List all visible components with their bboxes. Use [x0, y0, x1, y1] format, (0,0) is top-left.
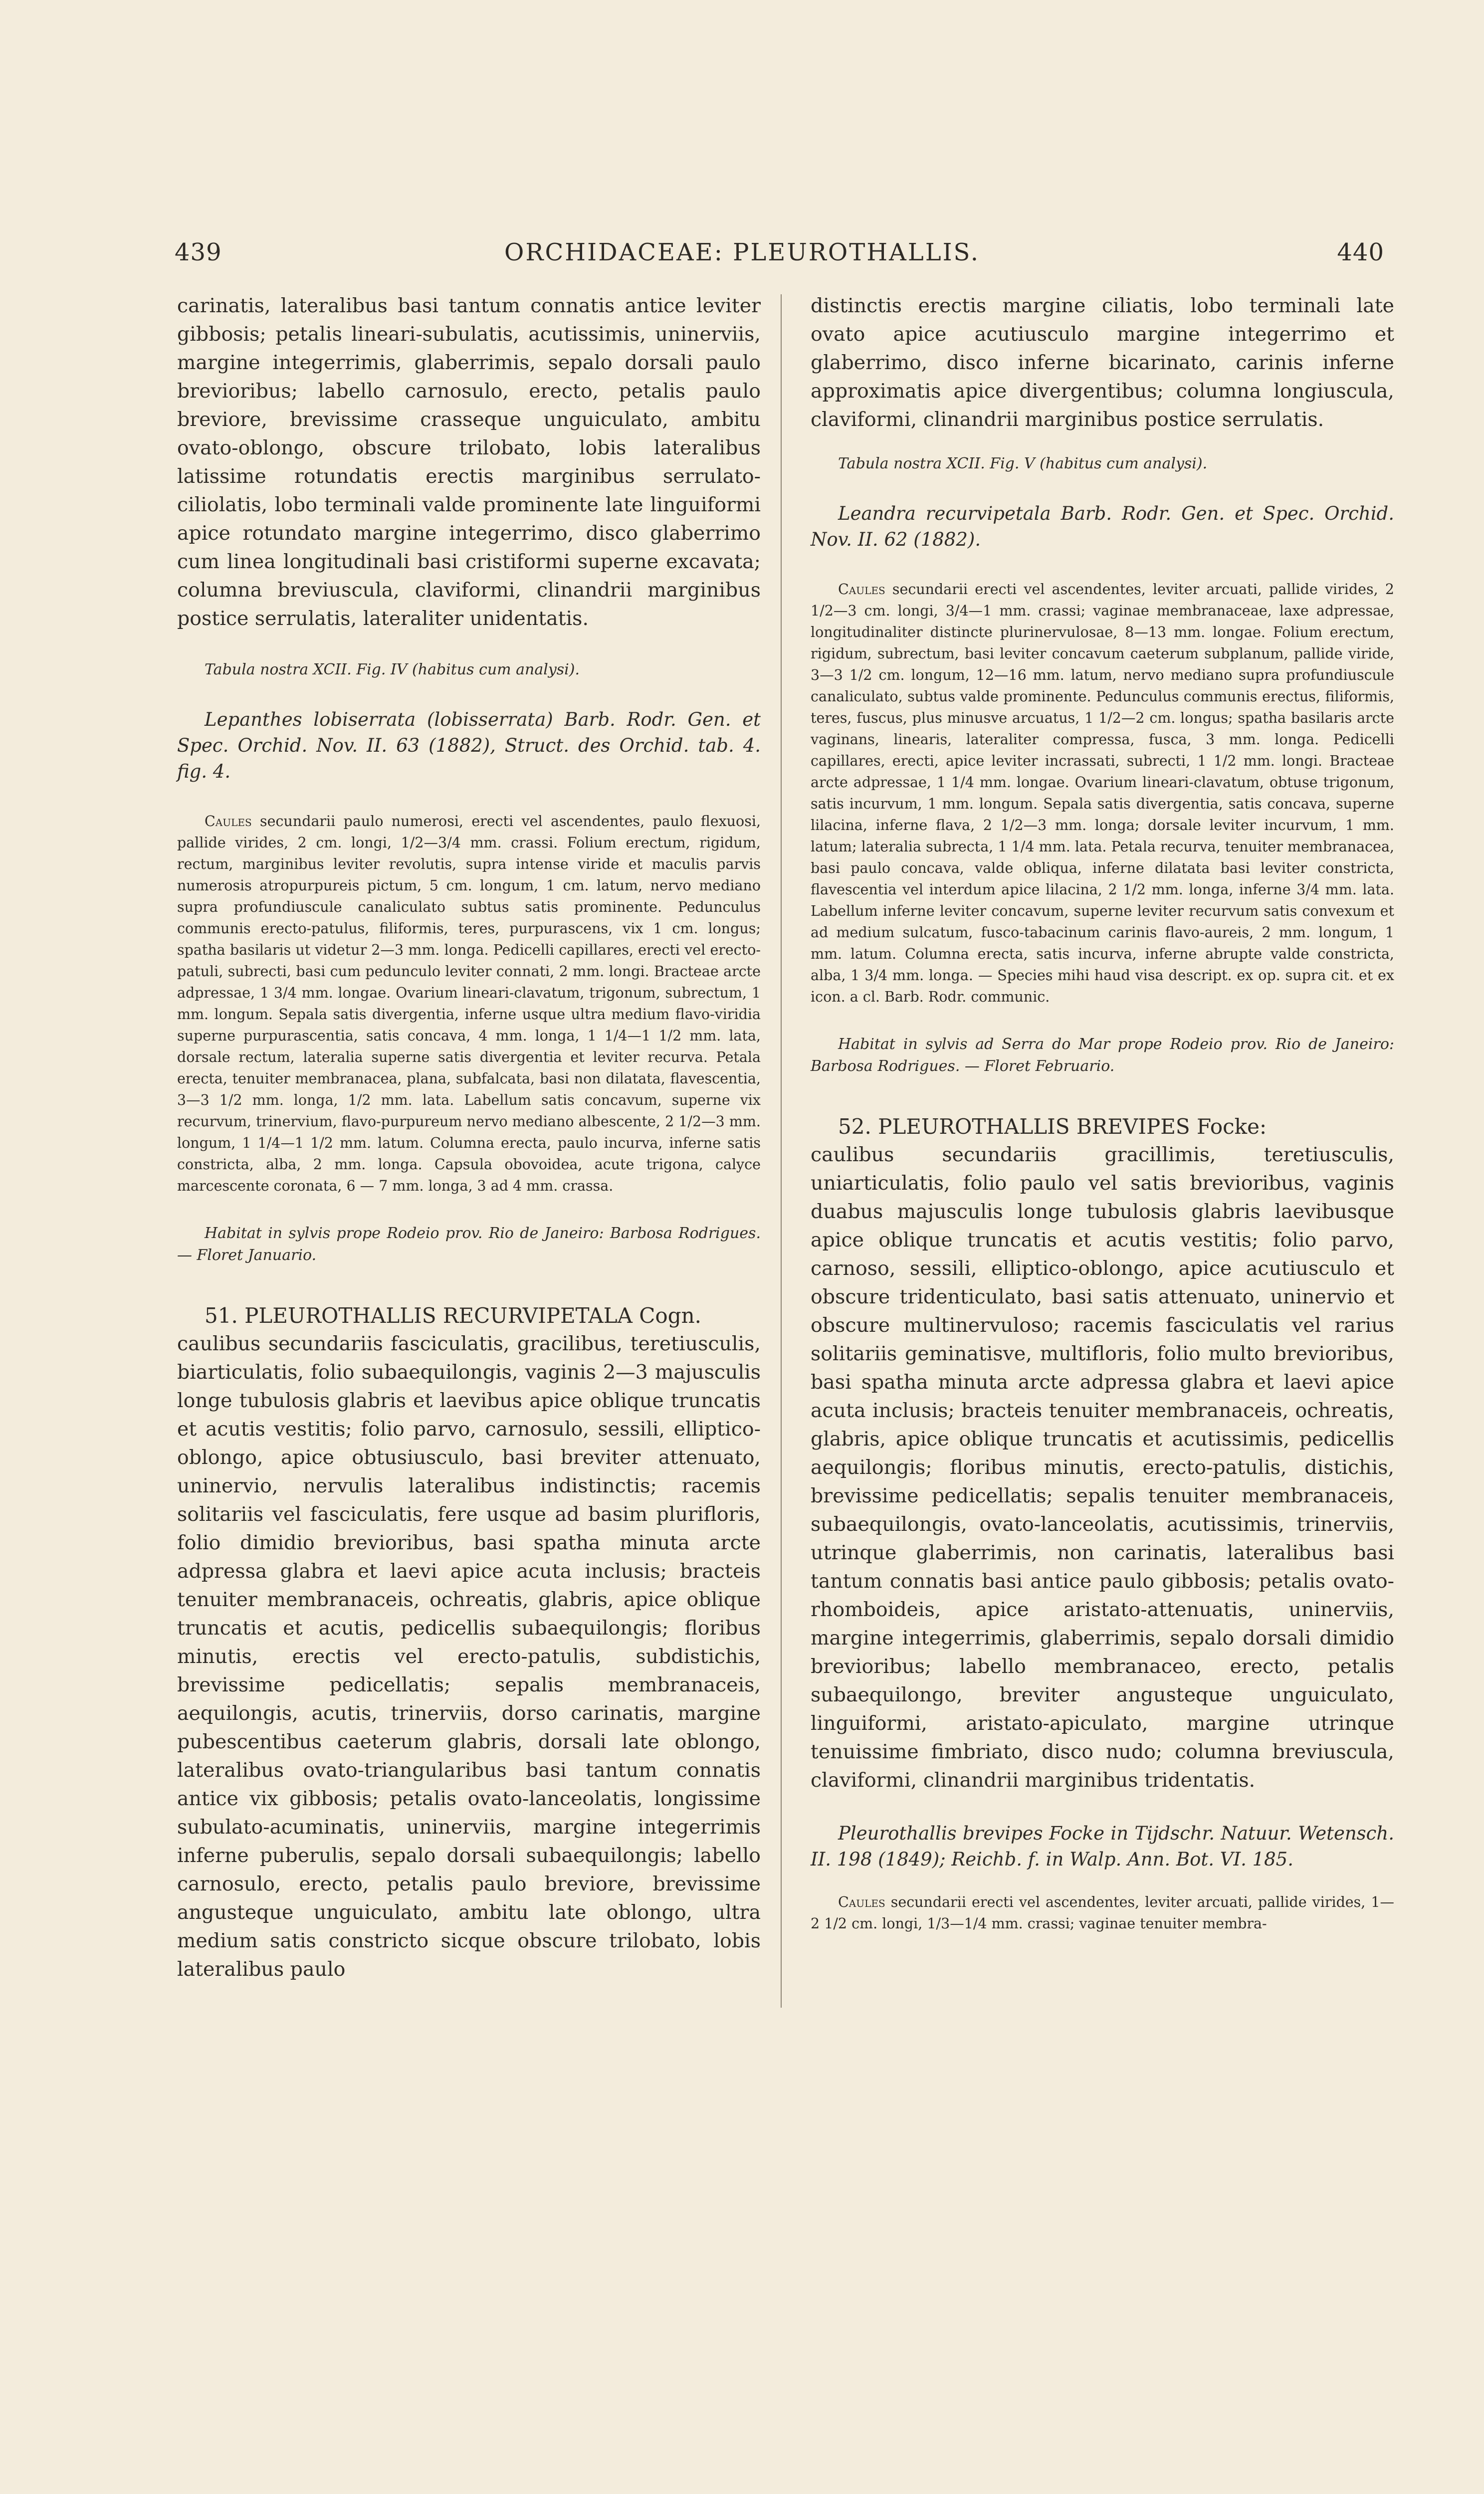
description-text: secundarii paulo numerosi, erecti vel ascendentes, paulo flexuosi, pallide virides, 2 cm. longi, 1/2—3/4 mm. crassi. Folium erectum, rigidum, rectum, marginibus leviter revolutis, supra intense viride et maculis parvis numerosis atropurpureis pictum, 5 cm. longum, 1 cm. latum, nervo mediano supra profundiuscule canaliculato subtus satis prominente. Pedunculus communis erecto-patulus, filiformis, teres, purpurascens, vix 1 cm. longus; spatha basilaris ut videtur 2—3 mm. longa. Pedicelli capillares, erecti vel erecto-patuli, subrecti, basi cum pedunculo leviter connati, 2 mm. longi. Bracteae arcte adpressae, 1 3/4 mm. longae. Ovarium lineari-clavatum, trigonum, subrectum, 1 mm. longum. Sepala satis divergentia, inferne usque ultra medium flavo-viridia superne purpurascentia, satis concava, 4 mm. longa, 1 1/4—1 1/2 mm. lata, dorsale rectum, lateralia superne satis divergentia et leviter recurva. Petala erecta, tenuiter membranacea, plana, subfalcata, basi non dilatata, flavescentia, 3—3 1/2 mm. longa, 1/2 mm. lata. Labellum satis concavum, superne vix recurvum, trinervium, flavo-purpureum nervo mediano albescente, 2 1/2—3 mm. longum, 1 1/4—1 1/2 mm. latum. Columna erecta, paulo incurva, inferne satis constricta, alba, 2 mm. longa. Capsula obovoidea, acute trigona, calyce marcescente coronata, 6 — 7 mm. longa, 3 ad 4 mm. crassa. [177, 813, 761, 1194]
synonym-citation: Lepanthes lobiserrata (lobisserrata) Barb. Rodr. Gen. et Spec. Orchid. Nov. II. 63 (1882), Struct. des Orchid. tab. 4. fig. 4. [177, 709, 761, 782]
column-divider [781, 294, 782, 2008]
plate-caption: Tabula nostra XCII. Fig. V (habitus cum analysi). [838, 455, 1208, 472]
description-text: secundarii erecti vel ascendentes, leviter arcuati, pallide virides, 1—2 1/2 cm. longi, 1/3—1/4 mm. crassi; vaginae tenuiter membra- [811, 1894, 1395, 1932]
habitat-note: Habitat in sylvis ad Serra do Mar prope Rodeio prov. Rio de Janeiro: Barbosa Rodrigues. — Floret Februario. [811, 1036, 1394, 1075]
detailed-description [811, 1891, 1394, 1934]
synonym-citation: Leandra recurvipetala Barb. Rodr. Gen. et Spec. Orchid. Nov. II. 62 (1882). [811, 503, 1394, 550]
page-number-left: 439 [175, 238, 222, 266]
detailed-description [811, 579, 1394, 1008]
description-text: secundarii erecti vel ascendentes, leviter arcuati, pallide virides, 2 1/2—3 cm. longi, 3/4—1 mm. crassi; vaginae membranaceae, laxe adpressae, longitudinaliter distincte plurinervulosae, 8—13 mm. longae. Folium erectum, rigidum, subrectum, basi leviter concavum caeterum subplanum, pallide viride, 3—3 1/2 cm. longum, 12—16 mm. latum, nervo mediano supra profundiuscule canaliculato, subtus valde prominente. Pedunculus communis erectus, filiformis, teres, fuscus, plus minusve arcuatus, 1 1/2—2 cm. longus; spatha basilaris arcte vaginans, linearis, lateraliter compressa, fusca, 3 mm. longa. Pedicelli capillares, erecti, apice leviter incrassati, subrecti, 1 1/2 mm. longi. Bracteae arcte adpressae, 1 1/4 mm. longae. Ovarium lineari-clavatum, obtuse trigonum, satis incurvum, 1 mm. longum. Sepala satis divergentia, satis concava, superne lilacina, inferne flava, 2 1/2—3 mm. longa; dorsale leviter incurvum, 1 mm. latum; lateralia subrecta, 1 1/4 mm. lata. Petala recurva, tenuiter membranacea, basi paulo concava, valde obliqua, inferne dilatata basi leviter constricta, flavescentia vel interdum apice lilacina, 2 1/2 mm. longa, inferne 3/4 mm. lata. Labellum inferne leviter concavum, superne leviter recurvum satis convexum et ad medium sulcatum, fusco-tabacinum carinis flavo-aureis, 2 mm. longum, 1 mm. latum. Columna erecta, satis incurva, inferne abrupte valde constricta, alba, 1 3/4 mm. longa. — Species mihi haud visa descript. ex op. supra cit. et ex icon. a cl. Barb. Rodr. communic. [811, 581, 1395, 1005]
right-continued-description: distinctis erectis margine ciliatis, lobo terminali late ovato apice acutiusculo margine integerrimo et glaberrimo, disco inferne bicarinato, carinis inferne approximatis apice divergentibus; columna longiuscula, claviformi, clinandrii marginibus postice serrulatis. [811, 294, 1394, 431]
detailed-description [177, 811, 761, 1197]
description-lead: Caules [838, 581, 885, 598]
species-heading: 52. PLEUROTHALLIS BREVIPES Focke: [838, 1114, 1267, 1139]
species-diagnosis: caulibus secundariis fasciculatis, gracilibus, teretiusculis, biarticulatis, folio subaequilongis, vaginis 2—3 majusculis longe tubulosis glabris et laevibus apice oblique truncatis et acutis vestitis; folio parvo, carnosulo, sessili, elliptico-oblongo, apice obtusiusculo, basi breviter attenuato, uninervio, nervulis lateralibus indistinctis; racemis solitariis vel fasciculatis, fere usque ad basim plurifloris, folio dimidio brevioribus, basi spatha minuta arcte adpressa glabra et laevi apice acuta inclusis; bracteis tenuiter membranaceis, ochreatis, glabris, apice oblique truncatis et acutis, pedicellis subaequilongis; floribus minutis, erectis vel erecto-patulis, subdistichis, brevissime pedicellatis; sepalis membranaceis, aequilongis, acutis, trinerviis, dorso carinatis, margine pubescentibus caeterum glabris, dorsali late oblongo, lateralibus ovato-triangularibus basi tantum connatis antice vix gibbosis; petalis ovato-lanceolatis, longissime subulato-acuminatis, uninerviis, margine integerrimis inferne puberulis, sepalo dorsali subaequilongis; labello carnosulo, erecto, petalis paulo breviore, brevissime angusteque unguiculato, ambitu late oblongo, ultra medium satis constricto sicque obscure trilobato, lobis lateralibus paulo [177, 1332, 761, 1981]
species-citation: Pleurothallis brevipes Focke in Tijdschr. Natuur. Wetensch. II. 198 (1849); Reichb. f. in Walp. Ann. Bot. VI. 185. [811, 1823, 1394, 1870]
right-column [811, 292, 1394, 1934]
description-lead: Caules [838, 1894, 885, 1910]
species-heading: 51. PLEUROTHALLIS RECURVIPETALA Cogn. [205, 1303, 701, 1328]
page-number-right: 440 [1337, 238, 1384, 266]
left-continued-description: carinatis, lateralibus basi tantum connatis antice leviter gibbosis; petalis lineari-subulatis, acutissimis, uninerviis, margine integerrimis, glaberrimis, sepalo dorsali paulo brevioribus; labello carnosulo, erecto, petalis paulo breviore, brevissime crasseque unguiculato, ambitu ovato-oblongo, obscure trilobato, lobis lateralibus latissime rotundatis erectis marginibus serrulato-ciliolatis, lobo terminali valde prominente late linguiformi apice rotundato margine integerrimo, disco glaberrimo cum linea longitudinali basi cristiformi superne excavata; columna breviuscula, claviformi, clinandrii marginibus postice serrulatis, lateraliter unidentatis. [177, 294, 761, 630]
species-diagnosis: caulibus secundariis gracillimis, teretiusculis, uniarticulatis, folio paulo vel satis brevioribus, vaginis duabus majusculis longe tubulosis glabris laevibusque apice oblique truncatis et acutis vestitis; folio parvo, carnoso, sessili, elliptico-oblongo, apice acutiusculo et obscure tridenticulato, basi satis attenuato, uninervio et obscure multinervuloso; racemis fasciculatis vel rarius solitariis geminatisve, multifloris, folio multo brevioribus, basi spatha minuta arcte adpressa glabra et laevi apice acuta inclusis; bracteis tenuiter membranaceis, ochreatis, glabris, apice oblique truncatis et acutissimis, pedicellis aequilongis; floribus minutis, erecto-patulis, distichis, brevissime pedicellatis; sepalis tenuiter membranaceis, subaequilongis, ovato-lanceolatis, acutissimis, trinerviis, utrinque glaberrimis, non carinatis, lateralibus basi tantum connatis basi antice paulo gibbosis; petalis ovato-rhomboideis, apice aristato-attenuatis, uninerviis, margine integerrimis, glaberrimis, sepalo dorsali dimidio brevioribus; labello membranaceo, erecto, petalis subaequilongo, breviter angusteque unguiculato, linguiformi, aristato-apiculato, margine utrinque tenuissime fimbriato, disco nudo; columna breviuscula, claviformi, clinandrii marginibus tridentatis. [811, 1143, 1394, 1792]
running-title: ORCHIDACEAE: PLEUROTHALLIS. [504, 238, 980, 266]
description-lead: Caules [205, 813, 252, 830]
habitat-note: Habitat in sylvis prope Rodeio prov. Rio de Janeiro: Barbosa Rodrigues. — Floret Januario. [177, 1225, 761, 1264]
plate-caption: Tabula nostra XCII. Fig. IV (habitus cum analysi). [205, 661, 580, 678]
left-column [177, 292, 761, 1984]
